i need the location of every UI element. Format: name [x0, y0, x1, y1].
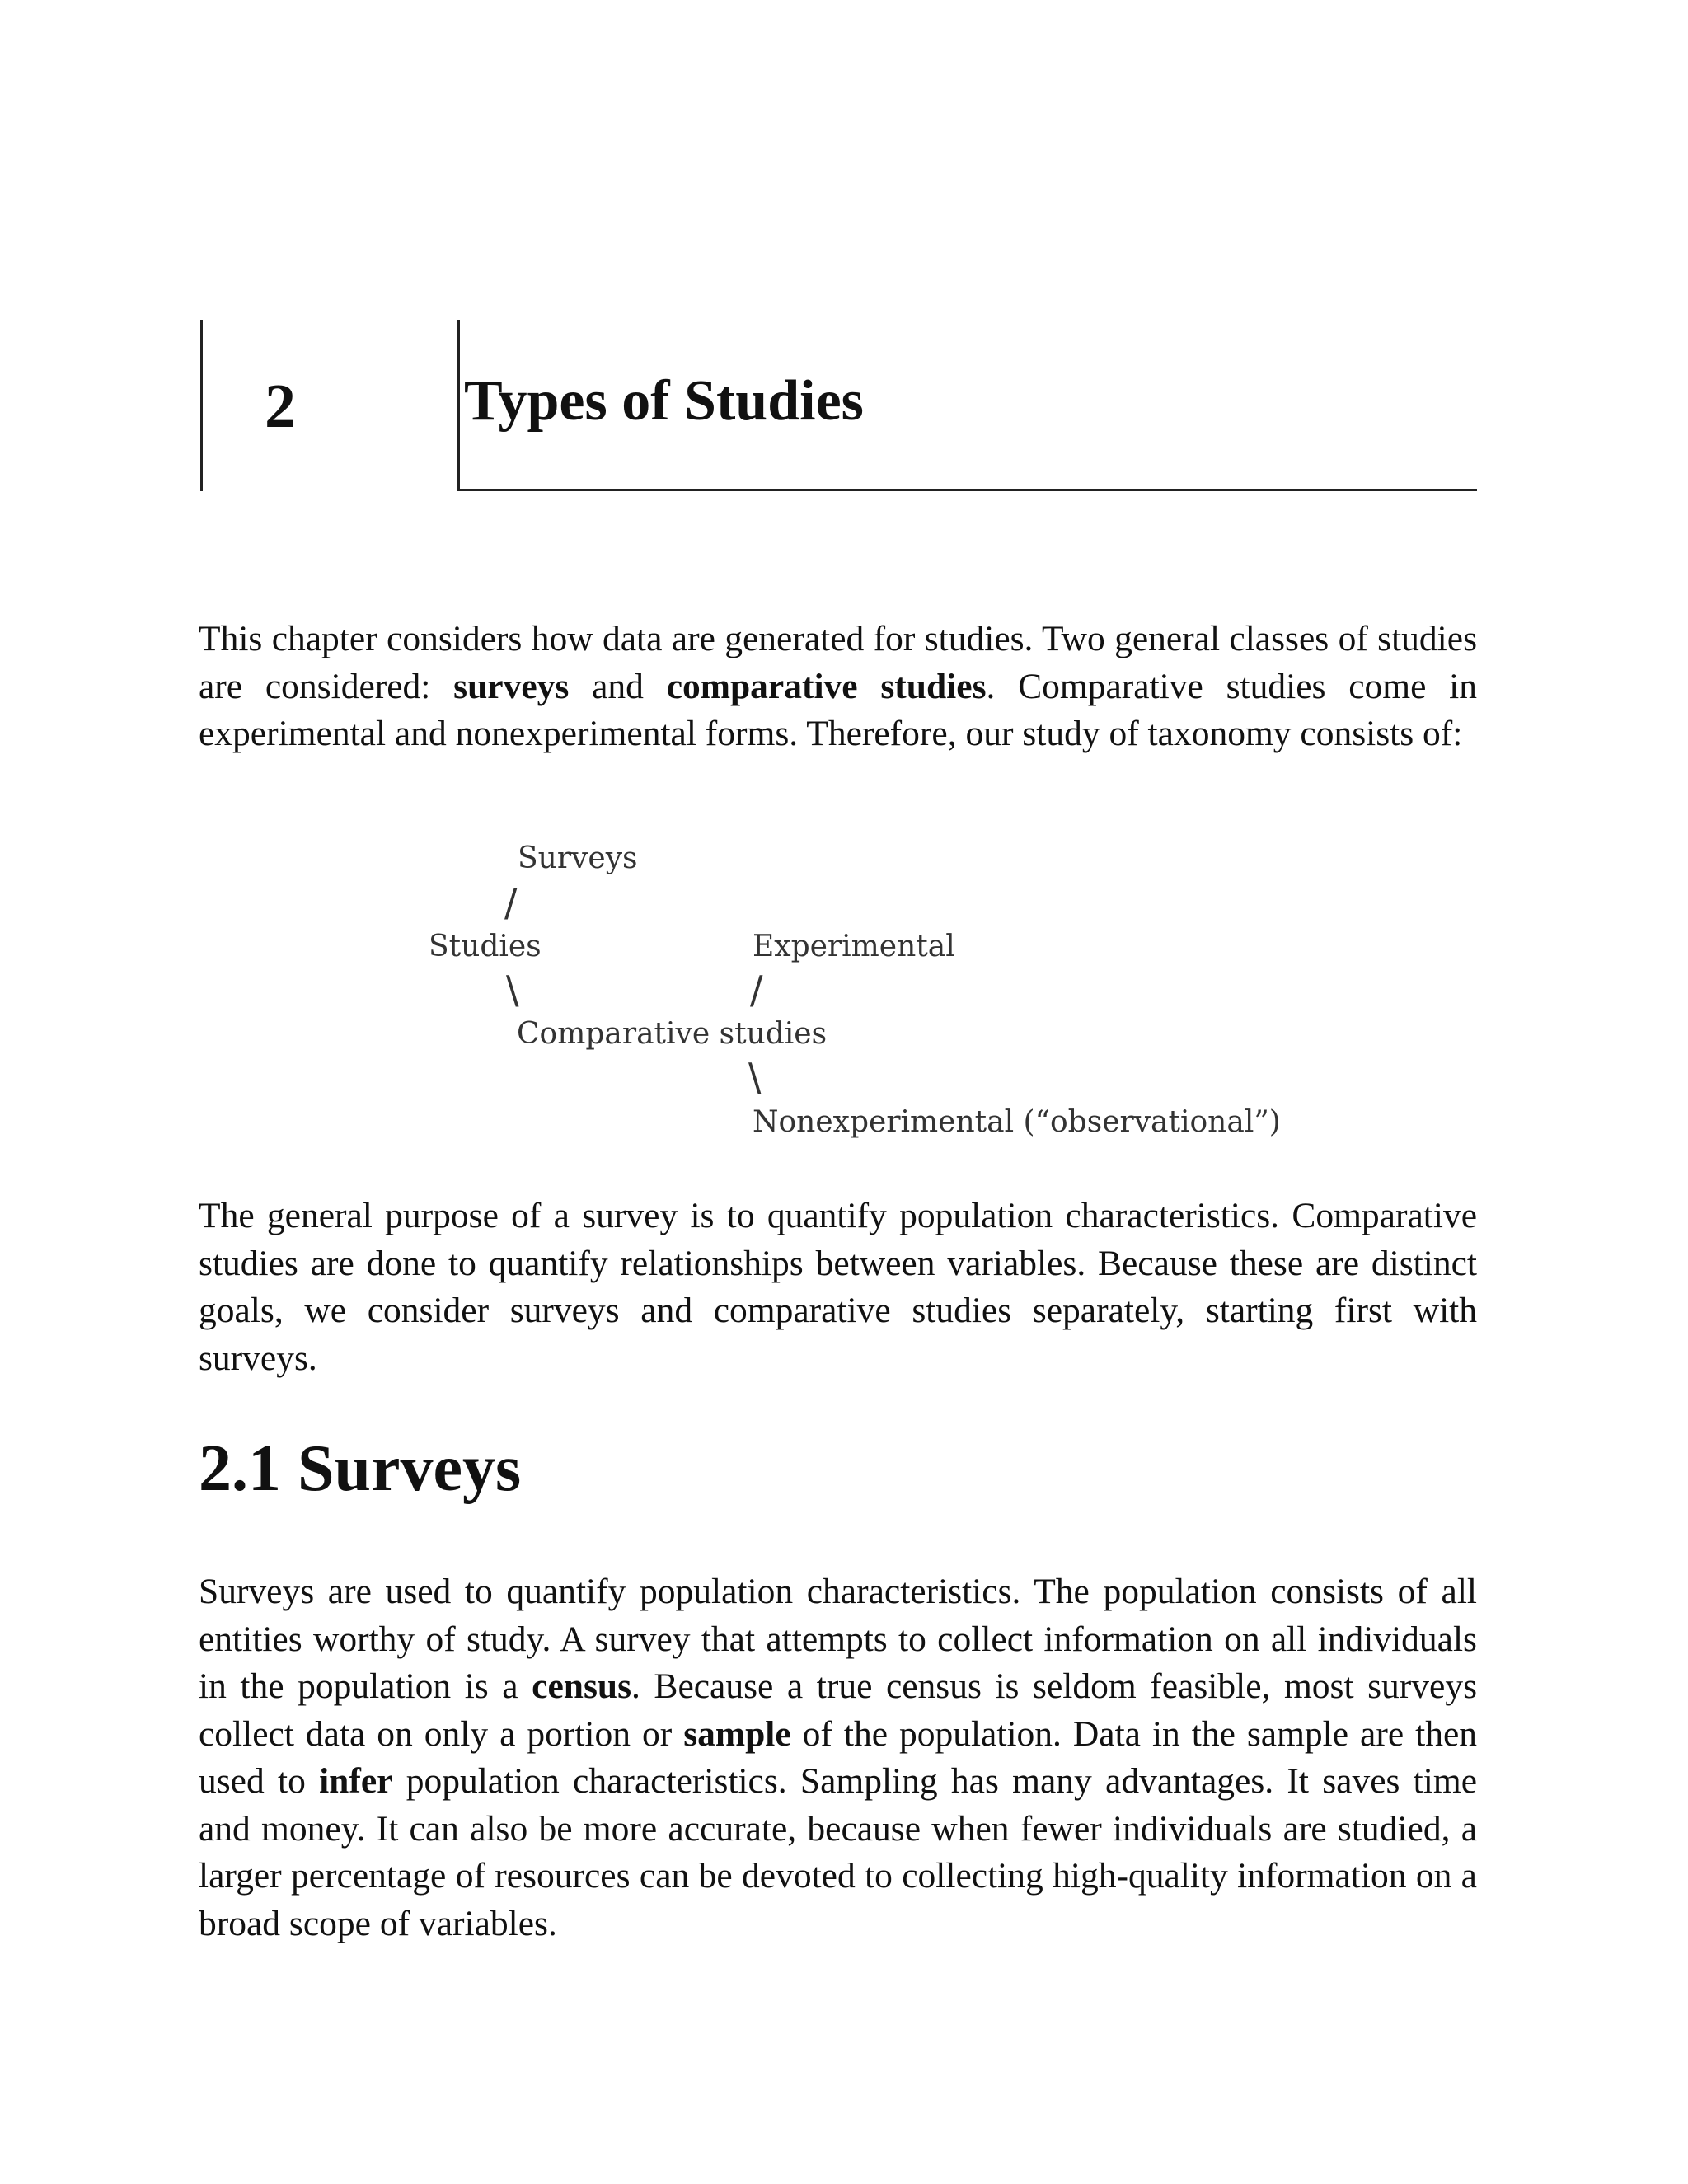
chapter-left-rule — [200, 320, 203, 491]
taxonomy-node-studies: Studies — [429, 930, 542, 963]
taxonomy-node-experimental: Experimental — [753, 930, 955, 963]
taxonomy-node-nonexperimental: Nonexperimental (“observational”) — [753, 1105, 1281, 1139]
surveys-bold-census: census — [532, 1666, 631, 1706]
intro-bold-surveys: surveys — [453, 666, 570, 706]
surveys-bold-sample: sample — [683, 1713, 791, 1754]
taxonomy-node-comparative-studies: Comparative studies — [517, 1017, 828, 1051]
taxonomy-branch-comparative-nonexperimental: \ — [748, 1055, 762, 1099]
section-heading: 2.1 Surveys — [199, 1432, 522, 1505]
surveys-text-3: of the population. Data in the sample are then used to — [199, 1713, 1477, 1801]
intro-bold-comparative-studies: comparative studies — [666, 666, 987, 706]
intro-text-3: . Comparative studies come in experimental and nonexperimental forms. Therefore, our study of taxonomy consists of: — [199, 666, 1478, 753]
intro-text-1: This chapter considers how data are generated for studies. Two general classes of studies are considered: — [199, 619, 1477, 706]
purpose-paragraph: The general purpose of a survey is to quantify population characteristics. Comparative studies are done to quantify relationships between variables. Because these are distinct goals, we consider surveys and comparative studies separately, starting first with surveys. — [199, 1196, 1477, 1378]
taxonomy-branch-studies-surveys: / — [504, 880, 518, 925]
surveys-text-4: population characteristics. Sampling has many advantages. It saves time and money. It can also be more accurate, because when fewer individuals are studied, a larger percentage of resources can be devoted to collecting high-quality information on a broad scope of variables. — [199, 1761, 1477, 1943]
surveys-text-2: . Because a true census is seldom feasible, most surveys collect data on only a portion or — [199, 1666, 1477, 1754]
taxonomy-branch-comparative-experimental: / — [750, 968, 763, 1012]
taxonomy-node-surveys: Surveys — [518, 841, 638, 875]
surveys-text-1: Surveys are used to quantify population characteristics. The population consists of all entities worthy of study. A survey that attempts to collect information on all individuals in the population is a — [199, 1572, 1477, 1706]
taxonomy-branch-studies-comparative: \ — [506, 968, 519, 1012]
intro-text-2: and — [569, 666, 667, 706]
chapter-bottom-rule — [457, 489, 1477, 491]
surveys-paragraph — [199, 1568, 1477, 1947]
intro-paragraph — [199, 616, 1477, 758]
surveys-bold-infer: infer — [319, 1761, 393, 1801]
chapter-title: Types of Studies — [464, 369, 864, 433]
chapter-number: 2 — [265, 372, 296, 441]
chapter-middle-rule — [457, 320, 460, 491]
